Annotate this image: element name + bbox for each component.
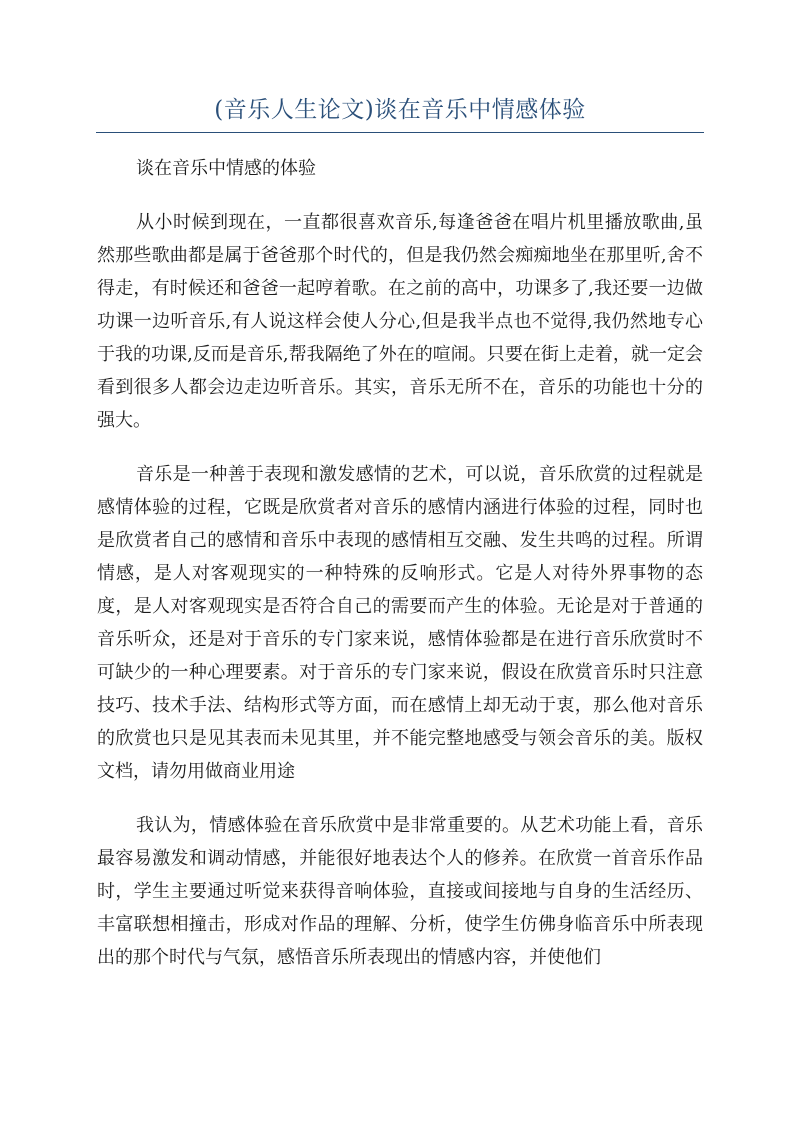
paragraph-2: 音乐是一种善于表现和激发感情的艺术，可以说，音乐欣赏的过程就是感情体验的过程，它既是欣赏者对音乐的感情内涵进行体验的过程，同时也是欣赏者自己的感情和音乐中表现的感情相互交融、发生共鸣的过程。所谓情感，是人对客观现实的一种特殊的反响形式。它是人对待外界事物的态度，是人对客观现实是否符合自己的需要而产生的体验。无论是对于普通的音乐听众，还是对于音乐的专门家来说，感情体验都是在进行音乐欣赏时不可缺少的一种心理要素。对于音乐的专门家来说，假设在欣赏音乐时只注意技巧、技术手法、结构形式等方面，而在感情上却无动于衷，那么他对音乐的欣赏也只是见其表而未见其里，并不能完整地感受与领会音乐的美。版权文档，请勿用做商业用途 bbox=[97, 464, 703, 782]
title-divider bbox=[96, 132, 704, 133]
paragraph-3: 我认为，情感体验在音乐欣赏中是非常重要的。从艺术功能上看，音乐最容易激发和调动情感，并能很好地表达个人的修养。在欣赏一首音乐作品时，学生主要通过听觉来获得音响体验，直接或间接地与自身的生活经历、丰富联想相撞击，形成对作品的理解、分析，使学生仿佛身临音乐中所表现出的那个时代与气氛，感悟音乐所表现出的情感内容，并使他们 bbox=[97, 815, 703, 968]
document-body bbox=[97, 152, 703, 974]
paragraph-1: 从小时候到现在，一直都很喜欢音乐,每逢爸爸在唱片机里播放歌曲,虽然那些歌曲都是属于爸爸那个时代的，但是我仍然会痴痴地坐在那里听,舍不得走，有时候还和爸爸一起哼着歌。在之前的高中，功课多了,我还要一边做功课一边听音乐,有人说这样会使人分心,但是我半点也不觉得,我仍然地专心于我的功课,反而是音乐,帮我隔绝了外在的喧闹。只要在街上走着，就一定会看到很多人都会边走边听音乐。其实，音乐无所不在，音乐的功能也十分的强大。 bbox=[97, 212, 703, 431]
document-title: (音乐人生论文)谈在音乐中情感体验 bbox=[214, 97, 586, 123]
section-heading: 谈在音乐中情感的体验 bbox=[136, 158, 316, 179]
